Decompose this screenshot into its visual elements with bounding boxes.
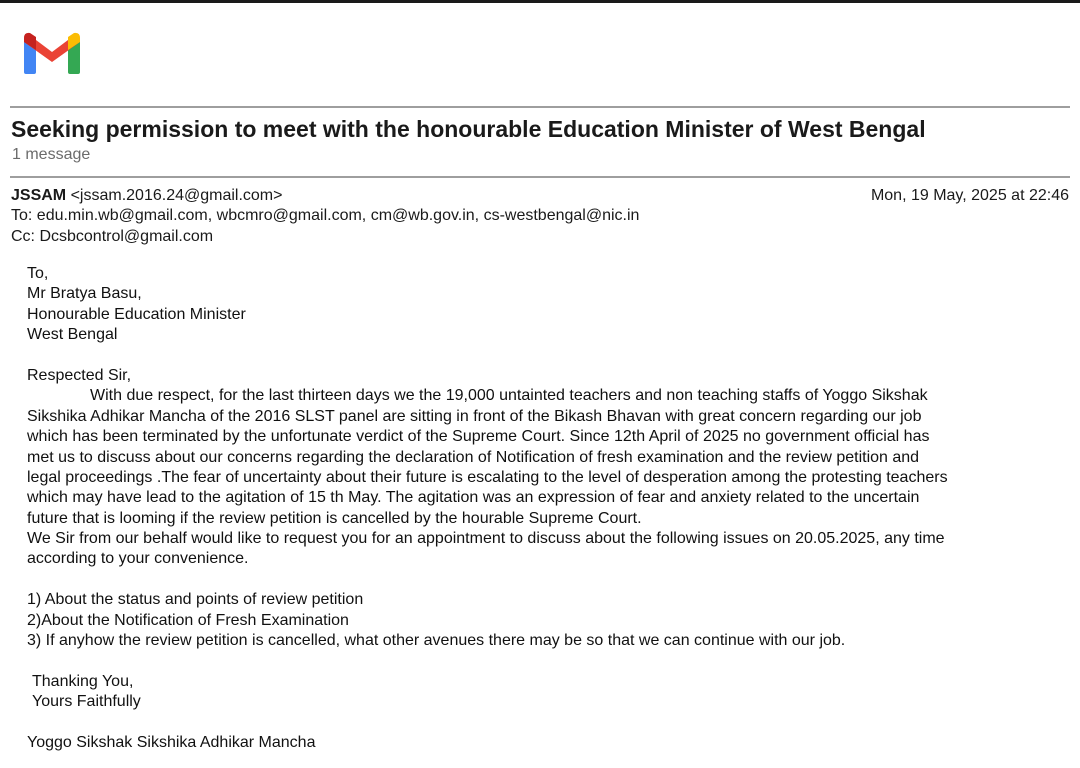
message-count: 1 message: [12, 146, 91, 163]
sender-name: JSSAM: [11, 187, 67, 204]
email-subject: Seeking permission to meet with the honourable Education Minister of West Bengal: [11, 116, 926, 142]
signature: Yoggo Sikshak Sikshika Adhikar Mancha: [27, 733, 316, 751]
request-line: We Sir from our behalf would like to request you for an appointment to discuss about the following issues on 20.05.2025, any time: [27, 530, 945, 548]
paragraph-line: Sikshika Adhikar Mancha of the 2016 SLST panel are sitting in front of the Bikash Bhavan with great concern regarding our job: [27, 407, 922, 425]
paragraph-line: which may have lead to the agitation of 15 th May. The agitation was an expression of fear and anxiety related to the uncertain: [27, 489, 920, 507]
issue-item: 2)About the Notification of Fresh Examination: [27, 611, 349, 629]
paragraph-line: which has been terminated by the unfortunate verdict of the Supreme Court. Since 12th April of 2025 no government official has: [27, 428, 930, 446]
issue-item: 1) About the status and points of review petition: [27, 591, 364, 609]
from-line: [11, 187, 282, 205]
email-body: [27, 264, 1067, 753]
top-border: [0, 0, 1080, 3]
address-line: Mr Bratya Basu,: [27, 285, 142, 303]
closing-line: Yours Faithfully: [32, 693, 141, 711]
header-divider: [10, 106, 1070, 108]
gmail-logo-icon: [23, 30, 81, 74]
subject-divider: [10, 176, 1070, 178]
paragraph-line: With due respect, for the last thirteen days we the 19,000 untainted teachers and non teaching staffs of Yoggo Sikshak: [90, 387, 928, 405]
email-date: Mon, 19 May, 2025 at 22:46: [870, 187, 1069, 204]
paragraph-line: legal proceedings .The fear of uncertainty about their future is escalating to the level of desperation among the protesting teachers: [27, 468, 948, 486]
closing-line: Thanking You,: [32, 672, 134, 690]
sender-email[interactable]: <jssam.2016.24@gmail.com>: [70, 187, 283, 204]
issue-item: 3) If anyhow the review petition is cancelled, what other avenues there may be so that we can continue with our job.: [27, 632, 846, 650]
paragraph-line: future that is looming if the review petition is cancelled by the hourable Supreme Court.: [27, 509, 642, 527]
paragraph-line: met us to discuss about our concerns regarding the declaration of Notification of fresh examination and the review petition and: [27, 448, 920, 466]
address-line: West Bengal: [27, 326, 118, 344]
to-line: To: edu.min.wb@gmail.com, wbcmro@gmail.com, cm@wb.gov.in, cs-westbengal@nic.in: [11, 207, 640, 224]
address-line: To,: [27, 265, 49, 282]
address-line: Honourable Education Minister: [27, 305, 246, 323]
cc-line: Cc: Dcsbcontrol@gmail.com: [11, 228, 214, 245]
request-line: according to your convenience.: [27, 550, 249, 568]
salutation: Respected Sir,: [27, 366, 132, 384]
